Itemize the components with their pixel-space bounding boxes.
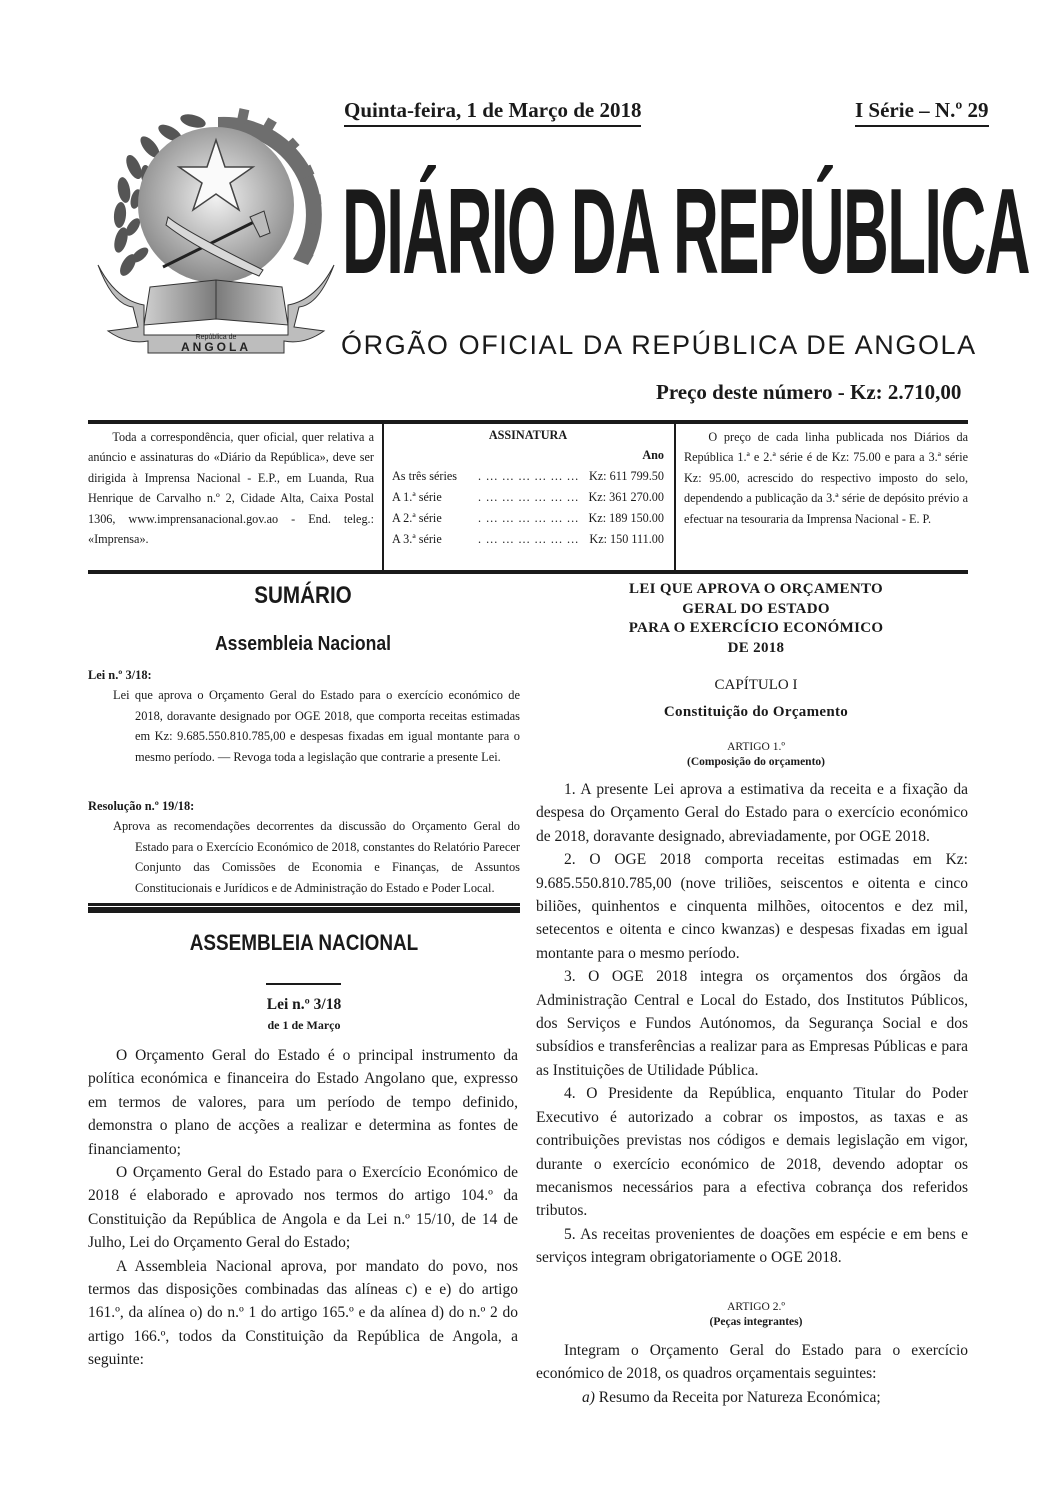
summary-title: SUMÁRIO bbox=[254, 582, 352, 609]
article-paragraph: 1. A presente Lei aprova a estimativa da receita e a fixação da despesa do Orçamento Geral do Estado para o exercício económico de 2018, doravante designado, abreviadamente, por OGE 2018. bbox=[536, 781, 968, 845]
subscription-value: Kz: 611 799.50 bbox=[588, 469, 664, 483]
subscription-title: ASSINATURA bbox=[488, 428, 568, 442]
law-heading-line: LEI QUE APROVA O ORÇAMENTO bbox=[629, 581, 883, 597]
emblem-ribbon-large: ANGOLA bbox=[181, 340, 251, 354]
angola-coat-of-arms-icon bbox=[88, 95, 338, 360]
article-paragraph: Integram o Orçamento Geral do Estado para o exercício económico de 2018, os quadros orçamentais seguintes: bbox=[536, 1342, 968, 1383]
summary-item bbox=[88, 796, 520, 898]
subscription-table bbox=[384, 424, 676, 570]
emblem-ribbon-small: República de bbox=[195, 334, 237, 341]
chapter-label: CAPÍTULO I bbox=[714, 677, 798, 693]
article-subtitle: (Composição do orçamento) bbox=[687, 756, 825, 768]
subscription-row bbox=[392, 466, 664, 487]
subscription-row bbox=[392, 508, 664, 529]
article-paragraph: 3. O OGE 2018 integra os orçamentos dos órgãos da Administração Central e Local do Estado, dos Institutos Públicos, dos Serviços e Fundos Autónomos, da Segurança Social e dos subsídios e transferências a realizar para as Empresas Públicas e para as Instituições de Utilidade Pública. bbox=[536, 968, 968, 1079]
article-subtitle: (Peças integrantes) bbox=[709, 1316, 803, 1328]
section-title: ASSEMBLEIA NACIONAL bbox=[189, 930, 419, 955]
correspondence-notice: Toda a correspondência, quer oficial, quer relativa a anúncio e assinaturas do «Diário da República», deve ser dirigida à Imprensa Nacional - E.P., em Luanda, Rua Henrique de Carvalho n.º 2, Cidade Alta, Caixa Postal 1306, www.imprensanacional.gov.ao - End. teleg.: «Imprensa». bbox=[88, 424, 384, 570]
subscription-value: Kz: 189 150.00 bbox=[588, 511, 664, 525]
subscription-leader: . ... ... ... ... ... ... bbox=[478, 490, 580, 504]
preamble-paragraph: O Orçamento Geral do Estado para o Exercício Económico de 2018 é elaborado e aprovado nos termos do artigo 104.º da Constituição da República de Angola e da Lei n.º 15/10, de 14 de Julho, Lei do Orçamento Geral do Estado; bbox=[88, 1164, 518, 1252]
law-title: Lei n.º 3/18 bbox=[266, 996, 342, 1013]
law-date: de 1 de Março bbox=[267, 1018, 341, 1032]
subscription-leader: . ... ... ... ... ... ... bbox=[478, 511, 580, 525]
subscription-column-header: Ano bbox=[642, 448, 664, 462]
subscription-row bbox=[392, 529, 664, 550]
section-divider-thick bbox=[88, 907, 520, 913]
subscription-value: Kz: 150 111.00 bbox=[589, 532, 664, 546]
subscription-label: A 3.ª série bbox=[392, 532, 442, 546]
chapter-title: Constituição do Orçamento bbox=[663, 704, 849, 720]
subscription-leader: . ... ... ... ... ... ... bbox=[478, 469, 580, 483]
subscription-label: A 1.ª série bbox=[392, 490, 442, 504]
section-divider bbox=[88, 903, 520, 906]
summary-item-text: Aprova as recomendações decorrentes da discussão do Orçamento Geral do Estado para o Exercício Económico de 2018, constantes do Relatório Parecer Conjunto das Comissões de Economia e Finanças, de Assuntos Constitucionais e Jurídicos e de Administração do Estado e Poder Local. bbox=[113, 819, 520, 895]
publication-info-box bbox=[88, 420, 968, 574]
article-paragraph: 2. O OGE 2018 comporta receitas estimadas em Kz: 9.685.550.810.785,00 (nove triliões, seiscentos e oitenta e cinco biliões, quinhentos e cinquenta milhões, oitocentos e dez mil, setecentos e oitenta e cinco kwanzas) e despesas fixadas em igual montante para o mesmo período. bbox=[536, 851, 968, 962]
summary-body-name: Assembleia Nacional bbox=[214, 633, 392, 655]
article-list-item bbox=[536, 1386, 968, 1409]
issue-series-number: I Série – N.º 29 bbox=[855, 98, 989, 127]
subscription-value: Kz: 361 270.00 bbox=[588, 490, 664, 504]
law-heading-line: GERAL DO ESTADO bbox=[682, 600, 830, 617]
preamble-paragraph: A Assembleia Nacional aprova, por mandato do povo, nos termos das disposições combinadas das alíneas c) e e) do artigo 161.º, da alínea o) do n.º 1 do artigo 165.º e da alínea d) do n.º 2 do artigo 166.º, todos da Constituição da República de Angola, a seguinte: bbox=[88, 1257, 518, 1369]
subscription-leader: . ... ... ... ... ... ... bbox=[478, 532, 580, 546]
subscription-label: A 2.ª série bbox=[392, 511, 442, 525]
list-item-text: Resumo da Receita por Natureza Económica; bbox=[598, 1388, 881, 1406]
article-label: ARTIGO 2.º bbox=[727, 1301, 785, 1313]
preamble-paragraph: O Orçamento Geral do Estado é o principal instrumento da política económica e financeira do Estado Angolano que, expresso em termos de valores, para um período de tempo definido, demonstra o plano de acções a realizar e determina as fontes de financiamento; bbox=[88, 1047, 518, 1158]
summary-item-heading: Resolução n.º 19/18: bbox=[88, 799, 195, 813]
law-heading-line: PARA O EXERCÍCIO ECONÓMICO bbox=[628, 620, 884, 636]
article-paragraph: 5. As receitas provenientes de doações em espécie e em bens e serviços integram obrigatoriamente o OGE 2018. bbox=[536, 1225, 968, 1267]
subscription-row bbox=[392, 487, 664, 508]
newspaper-title: DIÁRIO DA REPÚBLICA bbox=[342, 163, 1030, 299]
preamble bbox=[88, 1044, 518, 1372]
newspaper-subtitle: ÓRGÃO OFICIAL DA REPÚBLICA DE ANGOLA bbox=[341, 330, 977, 360]
subscription-label: As três séries bbox=[392, 469, 457, 483]
summary-item bbox=[88, 665, 520, 767]
title-rule bbox=[266, 983, 341, 985]
law-heading-line: DE 2018 bbox=[727, 639, 785, 656]
law-heading bbox=[536, 580, 976, 658]
summary-item-text: Lei que aprova o Orçamento Geral do Estado para o exercício económico de 2018, doravante designado por OGE 2018, que comporta receitas estimadas em Kz: 9.685.550.810.785,00 e despesas fixadas em igual montante para o mesmo período. — Revoga toda a legislação que contrarie a presente Lei. bbox=[113, 688, 520, 764]
article-label: ARTIGO 1.º bbox=[727, 741, 785, 753]
article-2-body bbox=[536, 1339, 968, 1409]
article-1-body bbox=[536, 778, 968, 1270]
article-paragraph: 4. O Presidente da República, enquanto Titular do Poder Executivo é autorizado a cobrar os impostos, as taxas e as contribuições previstas nos códigos e demais legislação em vigor, durante o exercício económico de 2018, devendo adoptar os mecanismos necessários para a efectiva cobrança dos referidos tributos. bbox=[536, 1085, 968, 1220]
pricing-notice: O preço de cada linha publicada nos Diários da República 1.ª e 2.ª série é de Kz: 75.00 e para a 3.ª série Kz: 95.00, acrescido do respectivo imposto do selo, dependendo a publicação da 3.ª série de depósito prévio a efectuar na tesouraria da Imprensa Nacional - E. P. bbox=[684, 430, 968, 526]
list-marker: a) bbox=[582, 1388, 595, 1406]
issue-price: Preço deste número - Kz: 2.710,00 bbox=[656, 380, 962, 404]
issue-date: Quinta-feira, 1 de Março de 2018 bbox=[344, 98, 641, 127]
summary-item-heading: Lei n.º 3/18: bbox=[88, 668, 152, 682]
